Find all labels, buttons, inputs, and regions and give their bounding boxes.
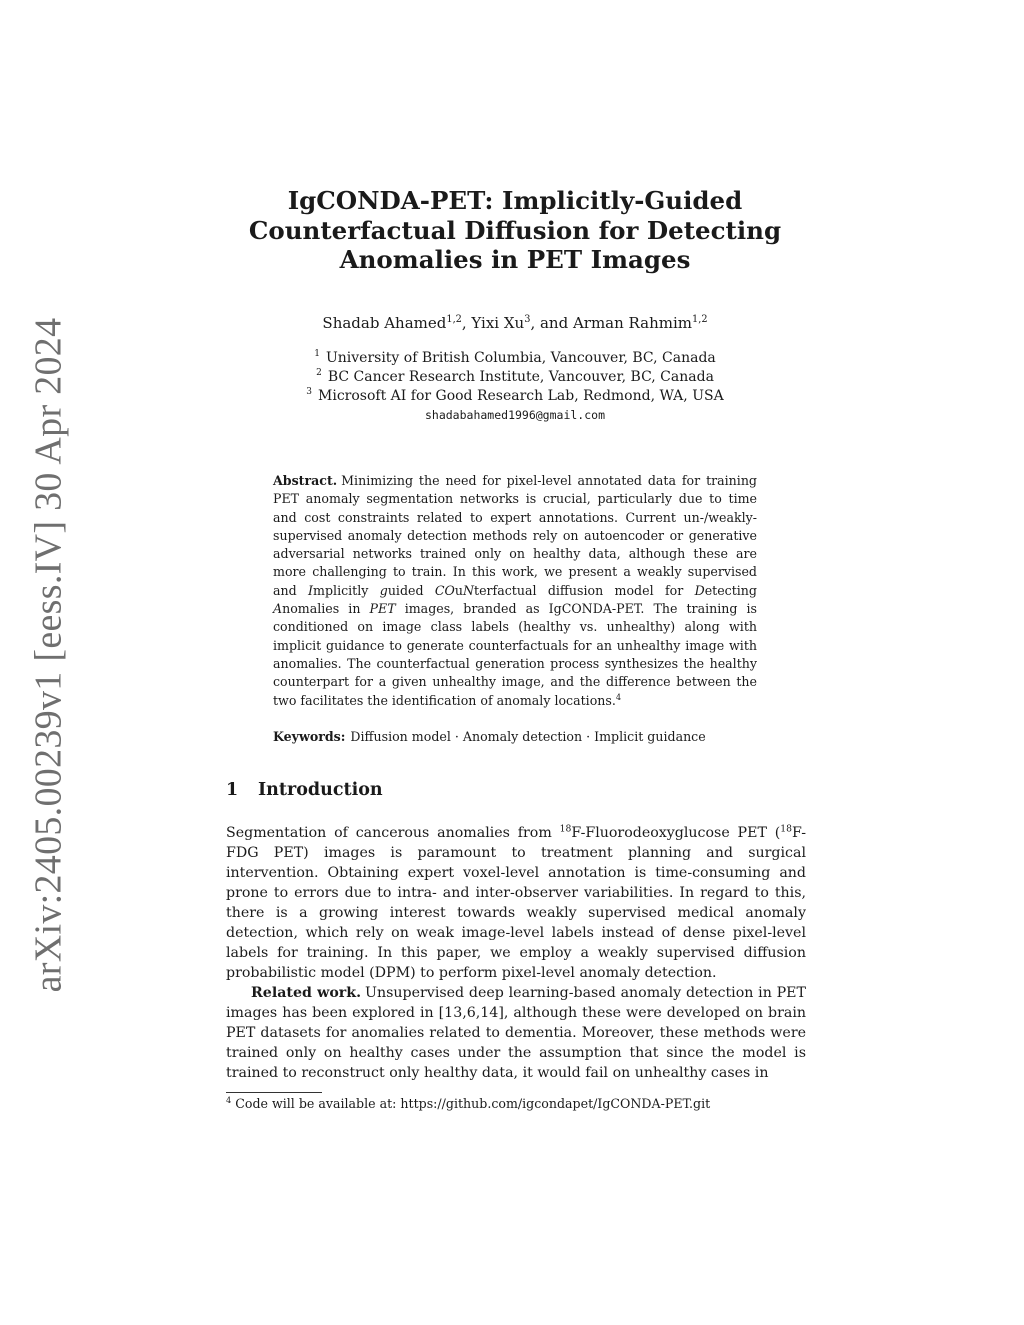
abstract-text: nomalies in <box>282 601 370 617</box>
abstract-text: mplicitly <box>313 582 380 598</box>
acronym-letter: g <box>379 582 388 598</box>
abstract-text: u <box>454 582 463 598</box>
acronym-letter: PET <box>369 601 396 617</box>
abstract-text: images, branded as IgCONDA-PET. The training is conditioned on image class labels (healthy vs. unhealthy) along with implicit guidance to generate counterfactuals for an unhealthy image with anomalies. The counterfactual generation process synthesizes the healthy counterpart for a given unhealthy image, and the difference between the two facilitates the identification of anomaly locations. <box>273 601 758 708</box>
paragraph <box>226 983 806 1083</box>
affiliation-mark: 3 <box>306 387 313 398</box>
abstract-text: uided <box>387 582 435 598</box>
author-list <box>200 314 830 332</box>
arxiv-identifier: arXiv:2405.00239v1 [eess.IV] 30 Apr 2024 <box>27 317 70 993</box>
isotope-mass: 18 <box>559 823 572 835</box>
author-affil-mark: 3 <box>524 314 531 325</box>
footnote-text: Code will be available at: https://github.com/igcondapet/IgCONDA-PET.git <box>235 1096 711 1111</box>
affiliation-mark: 1 <box>314 349 320 360</box>
affiliation <box>200 349 830 368</box>
author-name: Shadab Ahamed <box>322 314 447 332</box>
author-affil-mark: 1,2 <box>692 314 708 325</box>
acronym-letter: I <box>308 582 314 598</box>
abstract <box>273 472 757 710</box>
affiliation-text: BC Cancer Research Institute, Vancouver, BC, Canada <box>327 369 714 385</box>
paragraph-text: F-FDG PET) images is paramount to treatment planning and surgical intervention. Obtaining expert voxel-level annotation is time-consuming and prone to errors due to intra- and inter-observer variabilities. In regard to this, there is a growing interest towards weakly supervised medical anomaly detection, which rely on weak image-level labels instead of dense pixel-level labels for training. In this paper, we employ a weakly supervised diffusion probabilistic model (DPM) to perform pixel-level anomaly detection. <box>226 825 807 981</box>
paper-title <box>200 186 830 275</box>
author-affil-mark: 1,2 <box>446 314 462 325</box>
author-name: , Yixi Xu <box>461 314 525 332</box>
contact-email: shadabahamed1996@gmail.com <box>424 408 605 422</box>
isotope-mass: 18 <box>780 823 793 835</box>
affiliations <box>200 349 830 425</box>
keywords-label: Keywords: <box>273 729 346 744</box>
acronym-letter: A <box>273 601 283 617</box>
footnote <box>226 1096 806 1111</box>
keywords-text: Diffusion model · Anomaly detection · Implicit guidance <box>350 729 706 744</box>
acronym-letter: N <box>462 582 475 598</box>
acronym-letter: CO <box>434 582 455 598</box>
affiliation <box>200 387 830 406</box>
affiliation-text: Microsoft AI for Good Research Lab, Redmond, WA, USA <box>318 388 724 404</box>
paragraph-text: Segmentation of cancerous anomalies from <box>226 825 560 841</box>
abstract-text: Minimizing the need for pixel-level annotated data for training PET anomaly segmentation networks is crucial, particularly due to time and cost constraints related to expert annotations. Current un-/weakly-supervised anomaly detection methods rely on autoencoder or generative adversarial networks trained only on healthy data, although these are more challenging to train. In this work, we present a weakly supervised and <box>273 473 757 598</box>
affiliation <box>200 368 830 387</box>
title-line-2: Counterfactual Diffusion for Detecting <box>248 215 782 245</box>
section-title: Introduction <box>258 780 383 800</box>
footnote-rule <box>226 1092 322 1093</box>
author-name: , and Arman Rahmim <box>530 314 693 332</box>
footnote-mark: 4 <box>226 1094 232 1105</box>
paragraph-heading: Related work. <box>251 985 362 1001</box>
title-line-1: IgCONDA-PET: Implicitly-Guided <box>287 186 743 215</box>
abstract-label: Abstract. <box>273 473 338 488</box>
abstract-text: terfactual diffusion model for <box>474 582 695 598</box>
acronym-letter: D <box>694 582 705 598</box>
paragraph-text: F-Fluorodeoxyglucose PET ( <box>571 825 781 841</box>
keywords <box>273 729 763 744</box>
introduction-body <box>226 823 806 1083</box>
abstract-text: etecting <box>704 582 757 598</box>
affiliation-text: University of British Columbia, Vancouver, BC, Canada <box>325 350 716 366</box>
paragraph-text: Unsupervised deep learning-based anomaly detection in PET images has been explored in [13,6,14], although these were developed on brain PET datasets for anomalies related to dementia. Moreover, these methods were trained only on healthy cases under the assumption that since the model is trained to reconstruct only healthy data, it would fail on unhealthy cases in <box>226 985 806 1081</box>
footnote-ref: 4 <box>615 691 622 702</box>
section-heading <box>226 780 383 800</box>
affiliation-mark: 2 <box>316 368 322 379</box>
title-line-3: Anomalies in PET Images <box>339 245 691 274</box>
section-number: 1 <box>226 780 239 800</box>
paragraph <box>226 823 806 983</box>
arxiv-side-stamp <box>18 317 78 993</box>
